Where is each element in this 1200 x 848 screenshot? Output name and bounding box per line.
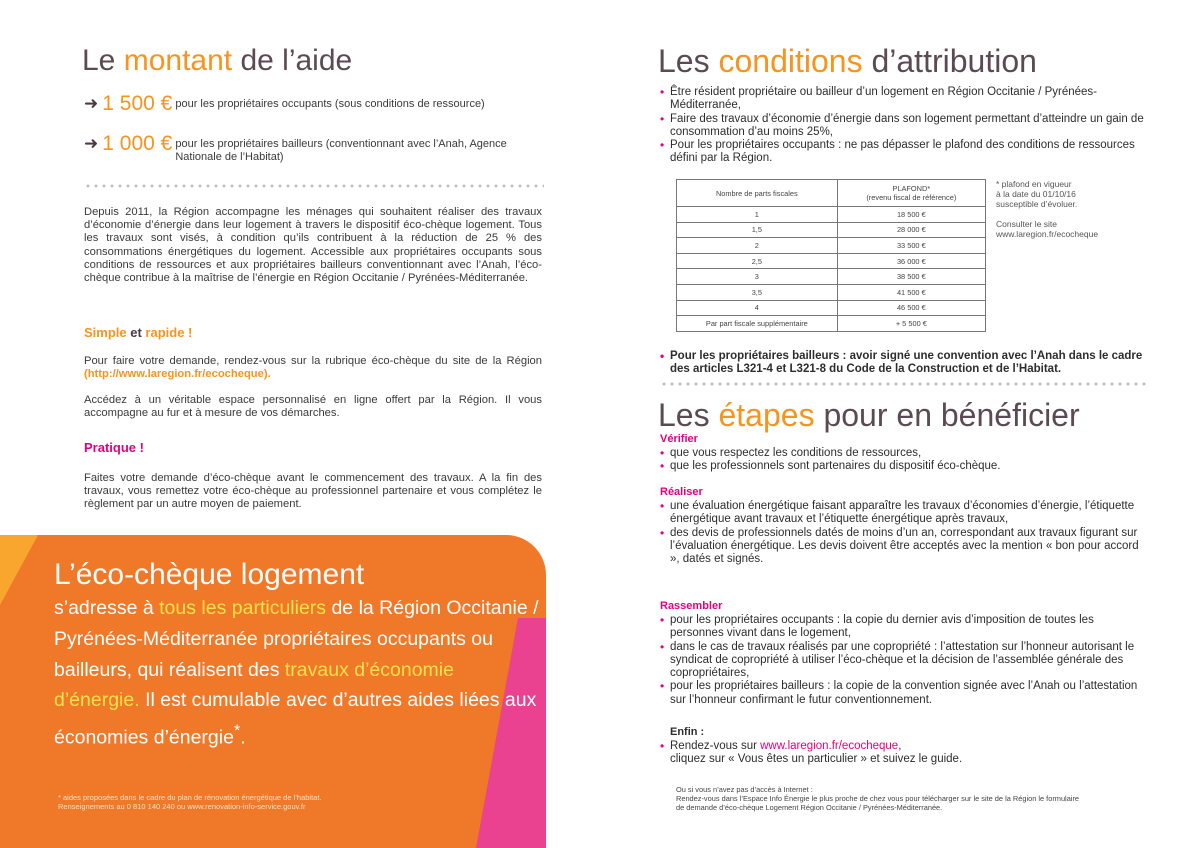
verifier-list — [660, 447, 1150, 474]
list-item: • que les professionnels sont partenaires du dispositif éco-chèque. — [660, 460, 1150, 473]
pratique-paragraph: Faites votre demande d’éco-chèque avant le commencement des travaux. A la fin des travaux, vous remettez votre éco-chèque au professionnel partenaire et vous complétez le règlement par un autre moyen de paiement. — [84, 472, 542, 511]
header-plafond: PLAFOND* (revenu fiscal de référence) — [837, 180, 985, 207]
laregion-link[interactable]: www.laregion.fr/ecocheque — [760, 740, 899, 752]
table-row: 2 33 500 € — [677, 238, 986, 254]
eco-cheque-body: s’adresse à tous les particuliers de la Région Occitanie / Pyrénées-Méditerranée propriétaires occupants ou bailleurs, qui réalisent des travaux d’économie d’énergie. Il est cumulable avec d’autres aides liées aux économies d’énergie*. — [54, 597, 539, 749]
table-header-row — [677, 180, 986, 207]
list-item: • pour les propriétaires occupants : la copie du dernier avis d’imposition de toutes les personnes vivant dans le logement, — [660, 614, 1150, 641]
amount-landlords — [84, 133, 554, 164]
table-note-link[interactable]: www.laregion.fr/ecocheque — [996, 229, 1099, 239]
table-row: 3 38 500 € — [677, 269, 986, 285]
table-row: 1 18 500 € — [677, 207, 986, 223]
simple-heading: Simple et rapide ! — [84, 325, 193, 340]
list-item: • pour les propriétaires bailleurs : la copie de la convention signée avec l’Anah ou l’attestation sur l’honneur confirmant le futur conventionnement. — [660, 680, 1150, 707]
eco-cheque-title: L’éco-chèque logement — [54, 558, 365, 591]
dotted-divider — [84, 184, 544, 188]
conditions-list — [660, 86, 1150, 166]
table-row: Par part fiscale supplémentaire + 5 500 € — [677, 316, 986, 332]
simple-paragraph: Pour faire votre demande, rendez-vous sur la rubrique éco-chèque du site de la Région (http://www.laregion.fr/ecocheque). — [84, 355, 542, 381]
enfin-label: Enfin : — [670, 726, 705, 738]
amount-title — [82, 44, 352, 78]
yellow-accent-shape — [0, 535, 38, 605]
ecocheque-link[interactable]: (http://www.laregion.fr/ecocheque). — [84, 368, 271, 381]
intro-paragraph: Depuis 2011, la Région accompagne les ménages qui souhaitent réaliser des travaux d’économie d’énergie dans leur logement à travers le dispositif éco-chèque logement. Tous les travaux sont visés, à condition qu’ils contribuent à la réduction de 25 % des consommations énergétiques du logement. Accessible aux propriétaires occupants sous conditions de ressources et aux propriétaires bailleurs conventionnant avec l’Anah, l’éco-chèque contribue à la maîtrise de l’énergie en Région Occitanie / Pyrénées-Méditerranée. — [84, 206, 542, 285]
verifier-heading: Vérifier — [660, 433, 698, 445]
rassembler-list — [660, 614, 1150, 707]
conditions-title: Les conditions d’attribution — [658, 43, 1037, 79]
income-ceiling-table — [676, 179, 986, 332]
simple-paragraph-2: Accédez à un véritable espace personnalisé en ligne offert par la Région. Il vous accompagne au fur et à mesure de vos démarches. — [84, 394, 542, 420]
amount-value: 1 000 € — [102, 132, 173, 155]
table-row: 2,5 36 000 € — [677, 253, 986, 269]
table-row: 3,5 41 500 € — [677, 284, 986, 300]
eco-cheque-footnote: * aides proposées dans le cadre du plan de rénovation énergétique de l’habitat. Renseignements au 0 810 140 240 ou www.renovation-info-service.gouv.fr — [58, 793, 322, 811]
amount-owner-occupants — [84, 93, 485, 115]
list-item: • Pour les propriétaires bailleurs : avoir signé une convention avec l’Anah dans le cadre des articles L321-4 et L321-8 du Code de la Construction et de l’Habitat. — [660, 350, 1150, 377]
list-item: • Faire des travaux d’économie d’énergie dans son logement permettant d’atteindre un gain de consommation d’au moins 25%, — [660, 113, 1150, 140]
bailleur-condition — [660, 350, 1150, 377]
pratique-heading: Pratique ! — [84, 440, 144, 455]
title-pre: Le — [82, 44, 124, 77]
list-item: • une évaluation énergétique faisant apparaître les travaux d’économies d’énergie, l’étiquette énergétique avant travaux et l’étiquette énergétique après travaux, — [660, 500, 1150, 527]
table-row: 4 46 500 € — [677, 300, 986, 316]
list-item: • que vous respectez les conditions de ressources, — [660, 447, 1150, 460]
realiser-heading: Réaliser — [660, 486, 703, 498]
list-item: • Rendez-vous sur www.laregion.fr/ecocheque, cliquez sur « Vous êtes un particulier » et suivez le guide. — [660, 740, 1150, 767]
amount-text: pour les propriétaires bailleurs (conventionnant avec l’Anah, Agence Nationale de l’Habitat) — [175, 138, 507, 163]
list-item: • Être résident propriétaire ou bailleur d’un logement en Région Occitanie / Pyrénées-Méditerranée, — [660, 86, 1150, 113]
dotted-divider — [660, 382, 1150, 386]
steps-title: Les étapes pour en bénéficier — [658, 397, 1080, 433]
enfin-list — [660, 740, 1150, 767]
arrow-right-icon: ➜ — [84, 134, 99, 153]
amount-value: 1 500 € — [102, 92, 173, 115]
realiser-list — [660, 500, 1150, 566]
table-footnote: * plafond en vigueur à la date du 01/10/16 susceptible d’évoluer. Consulter le site www.laregion.fr/ecocheque — [996, 179, 1099, 239]
header-parts: Nombre de parts fiscales — [677, 180, 838, 207]
title-accent: montant — [123, 44, 233, 77]
list-item: • dans le cas de travaux réalisés par une copropriété : l’attestation sur l’honneur autorisant le syndicat de copropriété à utiliser l’éco-chèque et la décision de l’assemblée générale des copropriétaires, — [660, 641, 1150, 681]
rassembler-heading: Rassembler — [660, 600, 723, 612]
table-row: 1,5 28 000 € — [677, 222, 986, 238]
footer-note: Ou si vous n’avez pas d’accès à Internet : Rendez-vous dans l’Espace Info Énergie le plus proche de chez vous pour télécharger sur le site de la Région le formulaire de demande d’éco-chèque Logement Région Occitanie / Pyrénées-Méditerranée. — [676, 785, 1080, 812]
list-item: • Pour les propriétaires occupants : ne pas dépasser le plafond des conditions de ressources défini par la Région. — [660, 139, 1150, 166]
arrow-right-icon: ➜ — [84, 94, 99, 113]
amount-text: pour les propriétaires occupants (sous conditions de ressource) — [175, 98, 485, 110]
list-item: • des devis de professionnels datés de moins d’un an, correspondant aux travaux figurant sur l’évaluation énergétique. Les devis doivent être acceptés avec la mention « bon pour accord », datés et signés. — [660, 527, 1150, 567]
title-post: de l’aide — [232, 44, 353, 77]
